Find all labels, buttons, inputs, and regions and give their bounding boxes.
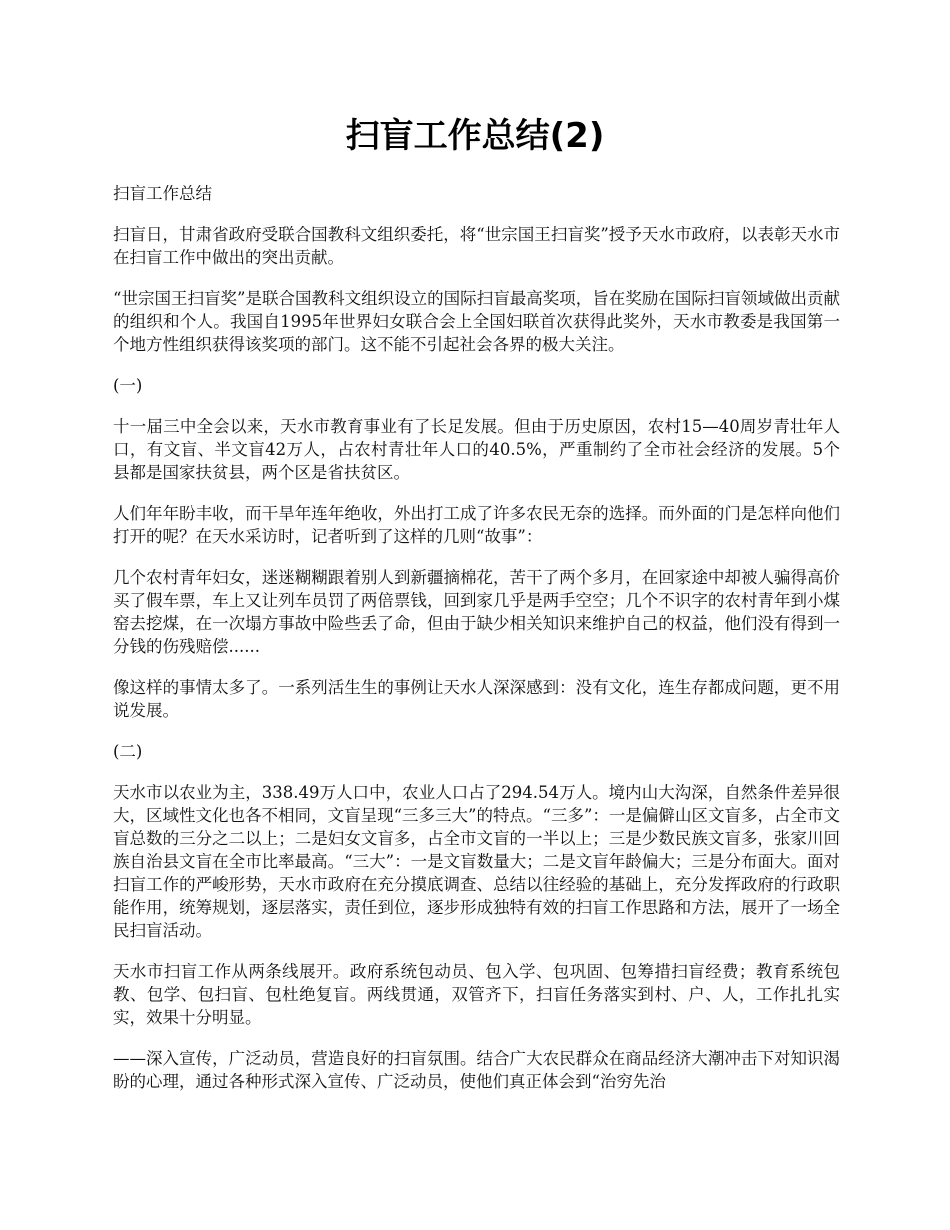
paragraph: 天水市扫盲工作从两条线展开。政府系统包动员、包入学、包巩固、包筹措扫盲经费；教育系统包教、包学、包扫盲、包杜绝复盲。两线贯通，双管齐下，扫盲任务落实到村、户、人，工作扎扎实实，效果十分明显。	[113, 962, 840, 1027]
paragraph: ——深入宣传，广泛动员，营造良好的扫盲氛围。结合广大农民群众在商品经济大潮冲击下对知识渴盼的心理，通过各种形式深入宣传、广泛动员，使他们真正体会到“治穷先治	[113, 1049, 840, 1091]
paragraph-heading: 扫盲工作总结	[113, 184, 212, 203]
paragraph: 天水市以农业为主，338.49万人口中，农业人口占了294.54万人。境内山大沟深，自然条件差异很大，区域性文化也各不相同，文盲呈现“三多三大”的特点。“三多”：一是偏僻山区文盲多，占全市文盲总数的三分之二以上；二是妇女文盲多，占全市文盲的一半以上；三是少数民族文盲多，张家川回族自治县文盲在全市比率最高。“三大”：一是文盲数量大；二是文盲年龄偏大；三是分布面大。面对扫盲工作的严峻形势，天水市政府在充分摸底调查、总结以往经验的基础上，充分发挥政府的行政职能作用，统筹规划，逐层落实，责任到位，逐步形成独特有效的扫盲工作思路和方法，展开了一场全民扫盲活动。	[113, 783, 840, 940]
section-marker: (一)	[113, 376, 143, 395]
paragraph: 扫盲日，甘肃省政府受联合国教科文组织委托，将“世宗国王扫盲奖”授予天水市政府，以表彰天水市在扫盲工作中做出的突出贡献。	[113, 225, 840, 267]
paragraph: 十一届三中全会以来，天水市教育事业有了长足发展。但由于历史原因，农村15—40周岁青壮年人口，有文盲、半文盲42万人，占农村青壮年人口的40.5%，严重制约了全市社会经济的发展。5个县都是国家扶贫县，两个区是省扶贫区。	[113, 417, 840, 482]
document-body	[113, 182, 840, 1111]
paragraph: 像这样的事情太多了。一系列活生生的事例让天水人深深感到：没有文化，连生存都成问题，更不用说发展。	[113, 678, 840, 720]
section-marker: (二)	[113, 742, 143, 761]
paragraph: “世宗国王扫盲奖”是联合国教科文组织设立的国际扫盲最高奖项，旨在奖励在国际扫盲领域做出贡献的组织和个人。我国自1995年世界妇女联合会上全国妇联首次获得此奖外，天水市教委是我国第一个地方性组织获得该奖项的部门。这不能不引起社会各界的极大关注。	[113, 289, 840, 354]
paragraph: 人们年年盼丰收，而干旱年连年绝收，外出打工成了许多农民无奈的选择。而外面的门是怎样向他们打开的呢？在天水采访时，记者听到了这样的几则“故事”：	[113, 504, 840, 546]
paragraph: 几个农村青年妇女，迷迷糊糊跟着别人到新疆摘棉花，苦干了两个多月，在回家途中却被人骗得高价买了假车票，车上又让列车员罚了两倍票钱，回到家几乎是两手空空；几个不识字的农村青年到小煤窑去挖煤，在一次塌方事故中险些丢了命，但由于缺少相关知识来维护自己的权益，他们没有得到一分钱的伤残赔偿......	[113, 568, 840, 656]
document-title: 扫盲工作总结(2)	[345, 116, 605, 156]
